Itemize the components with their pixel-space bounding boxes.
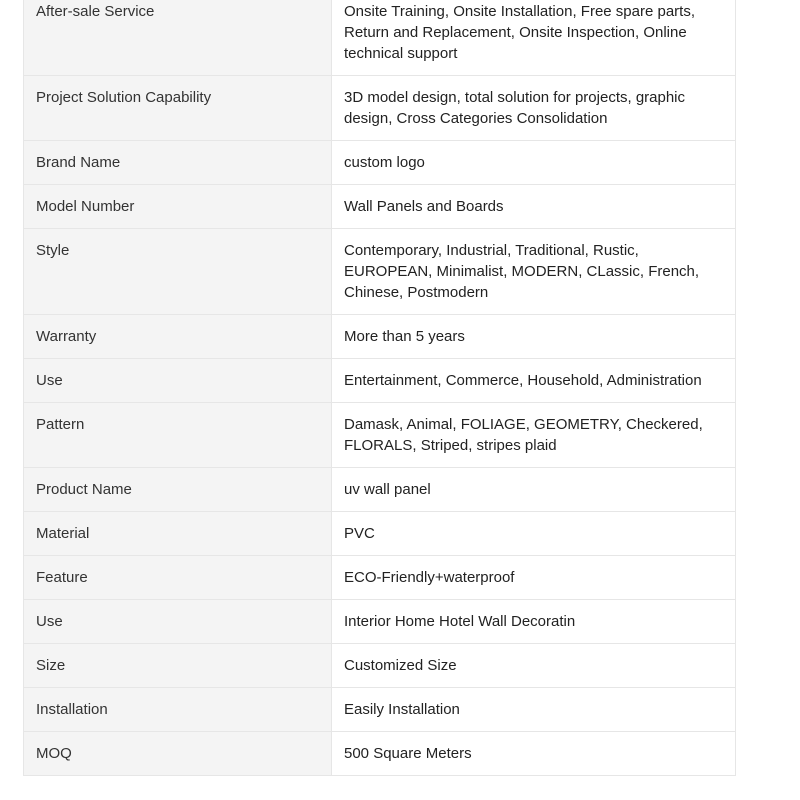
attribute-name: MOQ	[24, 732, 332, 776]
table-row	[24, 141, 736, 185]
attribute-name: Warranty	[24, 315, 332, 359]
attribute-name: Installation	[24, 688, 332, 732]
attribute-name: Pattern	[24, 403, 332, 468]
attribute-value: uv wall panel	[332, 468, 736, 512]
table-row	[24, 600, 736, 644]
attribute-value: Onsite Training, Onsite Installation, Free spare parts, Return and Replacement, Onsite Inspection, Online technical support	[332, 0, 736, 76]
table-row	[24, 229, 736, 315]
attribute-name: Model Number	[24, 185, 332, 229]
table-row	[24, 403, 736, 468]
attribute-name: Style	[24, 229, 332, 315]
attribute-name: Material	[24, 512, 332, 556]
attribute-name: Product Name	[24, 468, 332, 512]
table-row	[24, 644, 736, 688]
product-attributes-table	[23, 0, 736, 776]
attribute-value: ECO-Friendly+waterproof	[332, 556, 736, 600]
attribute-name: Use	[24, 600, 332, 644]
table-row	[24, 468, 736, 512]
table-row	[24, 512, 736, 556]
attribute-value: Wall Panels and Boards	[332, 185, 736, 229]
attribute-name: Project Solution Capability	[24, 76, 332, 141]
attribute-name: After-sale Service	[24, 0, 332, 76]
table-row	[24, 0, 736, 76]
table-row	[24, 732, 736, 776]
attribute-name: Feature	[24, 556, 332, 600]
attribute-name: Brand Name	[24, 141, 332, 185]
attribute-value: Entertainment, Commerce, Household, Administration	[332, 359, 736, 403]
attribute-value: custom logo	[332, 141, 736, 185]
table-row	[24, 76, 736, 141]
table-row	[24, 688, 736, 732]
attribute-value: More than 5 years	[332, 315, 736, 359]
table-row	[24, 556, 736, 600]
attribute-value: PVC	[332, 512, 736, 556]
attribute-value: Customized Size	[332, 644, 736, 688]
attribute-name: Use	[24, 359, 332, 403]
attribute-value: 500 Square Meters	[332, 732, 736, 776]
attribute-value: Easily Installation	[332, 688, 736, 732]
attribute-value: Interior Home Hotel Wall Decoratin	[332, 600, 736, 644]
attribute-value: Contemporary, Industrial, Traditional, Rustic, EUROPEAN, Minimalist, MODERN, CLassic, French, Chinese, Postmodern	[332, 229, 736, 315]
table-row	[24, 185, 736, 229]
attribute-name: Size	[24, 644, 332, 688]
table-row	[24, 315, 736, 359]
attribute-value: 3D model design, total solution for projects, graphic design, Cross Categories Consolidation	[332, 76, 736, 141]
table-row	[24, 359, 736, 403]
attribute-value: Damask, Animal, FOLIAGE, GEOMETRY, Checkered, FLORALS, Striped, stripes plaid	[332, 403, 736, 468]
